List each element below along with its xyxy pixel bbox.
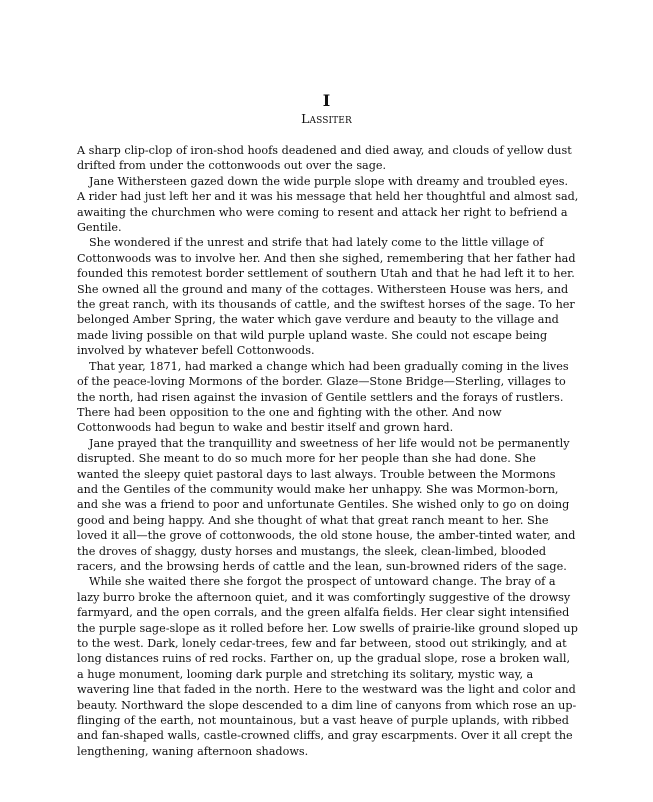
chapter-title: Lassiter [301,111,352,126]
paragraph: Jane prayed that the tranquillity and sweetness of her life would not be permanently disrupted. She meant to do so much more for her people than she had done. She wanted the sleepy quiet pastoral days to last always. Trouble between the Mormons and the Gentiles of the community would make her unhappy. She was Mormon-born, and she was a friend to poor and unfortunate Gentiles. She wished only to go on doing good and being happy. And she thought of what that great ranch meant to her. She loved it all—the grove of cottonwoods, the old stone house, the amber-tinted water, and the droves of shaggy, dusty horses and mustangs, the sleek, clean-limbed, blooded racers, and the browsing herds of cattle and the lean, sun-browned riders of the sage. [77,436,576,573]
chapter-number: I [322,91,331,110]
chapter-body [77,143,579,759]
paragraph: Jane Withersteen gazed down the wide purple slope with dreamy and troubled eyes. A rider had just left her and it was his message that held her thoughtful and almost sad, awaiting the churchmen who were coming to resent and attack her right to befriend a Gentile. [77,174,579,235]
paragraph: A sharp clip-clop of iron-shod hoofs deadened and died away, and clouds of yellow dust drifted from under the cottonwoods out over the sage. [77,144,572,173]
paragraph: While she waited there she forgot the prospect of untoward change. The bray of a lazy burro broke the afternoon quiet, and it was comfortingly suggestive of the drowsy farmyard, and the open corrals, and the green alfalfa fields. Her clear sight intensified the purple sage-slope as it rolled before her. Low swells of prairie-like ground sloped up to the west. Dark, lonely cedar-trees, few and far between, stood out strikingly, and at long distances ruins of red rocks. Farther on, up the gradual slope, rose a broken wall, a huge monument, looming dark purple and stretching its solitary, mystic way, a wavering line that faded in the north. Here to the westward was the light and color and beauty. Northward the slope descended to a dim line of canyons from which rose an up-flinging of the earth, not mountainous, but a vast heave of purple uplands, with ribbed and fan-shaped walls, castle-crowned cliffs, and gray escarpments. Over it all crept the lengthening, waning afternoon shadows. [77,575,578,758]
paragraph: That year, 1871, had marked a change which had been gradually coming in the lives of the peace-loving Mormons of the border. Glaze—Stone Bridge—Sterling, villages to the north, had risen against the invasion of Gentile settlers and the forays of rustlers. There had been opposition to the one and fighting with the other. And now Cottonwoods had begun to wake and bestir itself and grown hard. [77,359,569,435]
paragraph: She wondered if the unrest and strife that had lately come to the little village of Cottonwoods was to involve her. And then she sighed, remembering that her father had founded this remotest border settlement of southern Utah and that he had left it to her. She owned all the ground and many of the cottages. Withersteen House was hers, and the great ranch, with its thousands of cattle, and the swiftest horses of the sage. To her belonged Amber Spring, the water which gave verdure and beauty to the village and made living possible on that wild purple upland waste. She could not escape being involved by whatever befell Cottonwoods. [77,236,576,358]
